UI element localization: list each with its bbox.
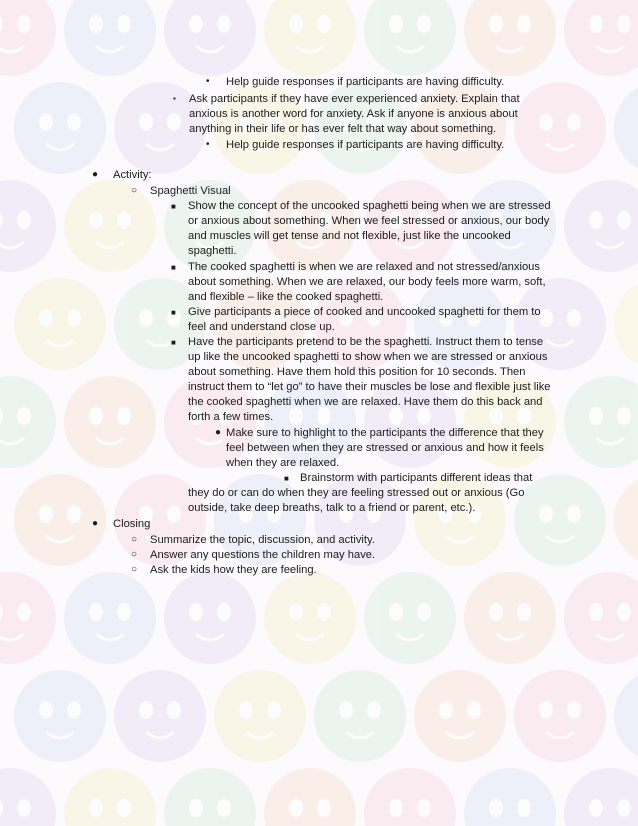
bullet-marker: • [206, 139, 210, 150]
text-line: or anxious about something. When we feel stressed or anxious, our body [188, 215, 550, 227]
text-line: feel between when they are stressed or anxious and how it feels [226, 442, 544, 454]
text-line: Answer any questions the children may have. [150, 549, 376, 561]
text-line: Help guide responses if participants are having difficulty. [226, 139, 505, 151]
bullet-marker: ○ [131, 185, 138, 196]
text-line: and muscles will get tense and not flexible, just like the uncooked [188, 230, 511, 242]
text-line: Ask the kids how they are feeling. [150, 564, 317, 576]
bullet-marker: ○ [131, 564, 138, 575]
text-line: Brainstorm with participants different ideas that [300, 472, 533, 484]
text-line: Ask participants if they have ever experienced anxiety. Explain that [189, 93, 520, 105]
text-line: forth a few times. [188, 411, 274, 423]
text-line: up like the uncooked spaghetti to show when we are stressed or anxious [188, 351, 548, 363]
text-line: feel and understand close up. [188, 321, 335, 333]
bullet-marker: • [206, 76, 210, 87]
text-line: and flexible – like the cooked spaghetti. [188, 291, 384, 303]
text-line: about something. Have them hold this position for 10 seconds. Then [188, 366, 526, 378]
text-line: anxious is another word for anxiety. Ask if anyone is anxious about [189, 108, 518, 120]
text-line: Show the concept of the uncooked spaghetti being when we are stressed [188, 200, 551, 212]
bullet-marker: ▪ [173, 94, 176, 103]
text-line: the cooked spaghetti when we are relaxed. Have them do this back and [188, 396, 543, 408]
text-line: Give participants a piece of cooked and uncooked spaghetti for them to [188, 306, 541, 318]
text-line: Have the participants pretend to be the spaghetti. Instruct them to tense [188, 336, 544, 348]
bullet-marker: ■ [171, 263, 176, 272]
text-line: spaghetti. [188, 245, 237, 257]
text-line: Summarize the topic, discussion, and activity. [150, 534, 375, 546]
bullet-marker: ○ [131, 549, 138, 560]
section-heading-activity: Activity: [113, 169, 152, 181]
bullet-marker: ● [215, 427, 222, 438]
text-line: they do or can do when they are feeling stressed out or anxious (Go [188, 487, 525, 499]
bullet-marker: ■ [171, 202, 176, 211]
text-line: when they are relaxed. [226, 457, 340, 469]
text-line: Spaghetti Visual [150, 185, 231, 197]
bullet-marker: ○ [131, 534, 138, 545]
text-line: Make sure to highlight to the participants the difference that they [226, 427, 544, 439]
section-heading-closing: Closing [113, 518, 151, 530]
bullet-marker: ■ [171, 308, 176, 317]
text-line: The cooked spaghetti is when we are relaxed and not stressed/anxious [188, 261, 540, 273]
text-line: outside, take deep breaths, talk to a friend or parent, etc.). [188, 502, 476, 514]
bullet-marker: ● [92, 518, 99, 529]
text-line: instruct them to “let go” to have their muscles be lose and flexible just like [188, 381, 551, 393]
text-line: about something. When we are relaxed, our body feels more warm, soft, [188, 276, 546, 288]
text-line: anything in their life or has ever felt that way about something. [189, 123, 497, 135]
text-line: Help guide responses if participants are having difficulty. [226, 76, 505, 88]
bullet-marker: ■ [171, 338, 176, 347]
bullet-marker: ● [92, 169, 99, 180]
bullet-marker: ■ [284, 474, 289, 483]
